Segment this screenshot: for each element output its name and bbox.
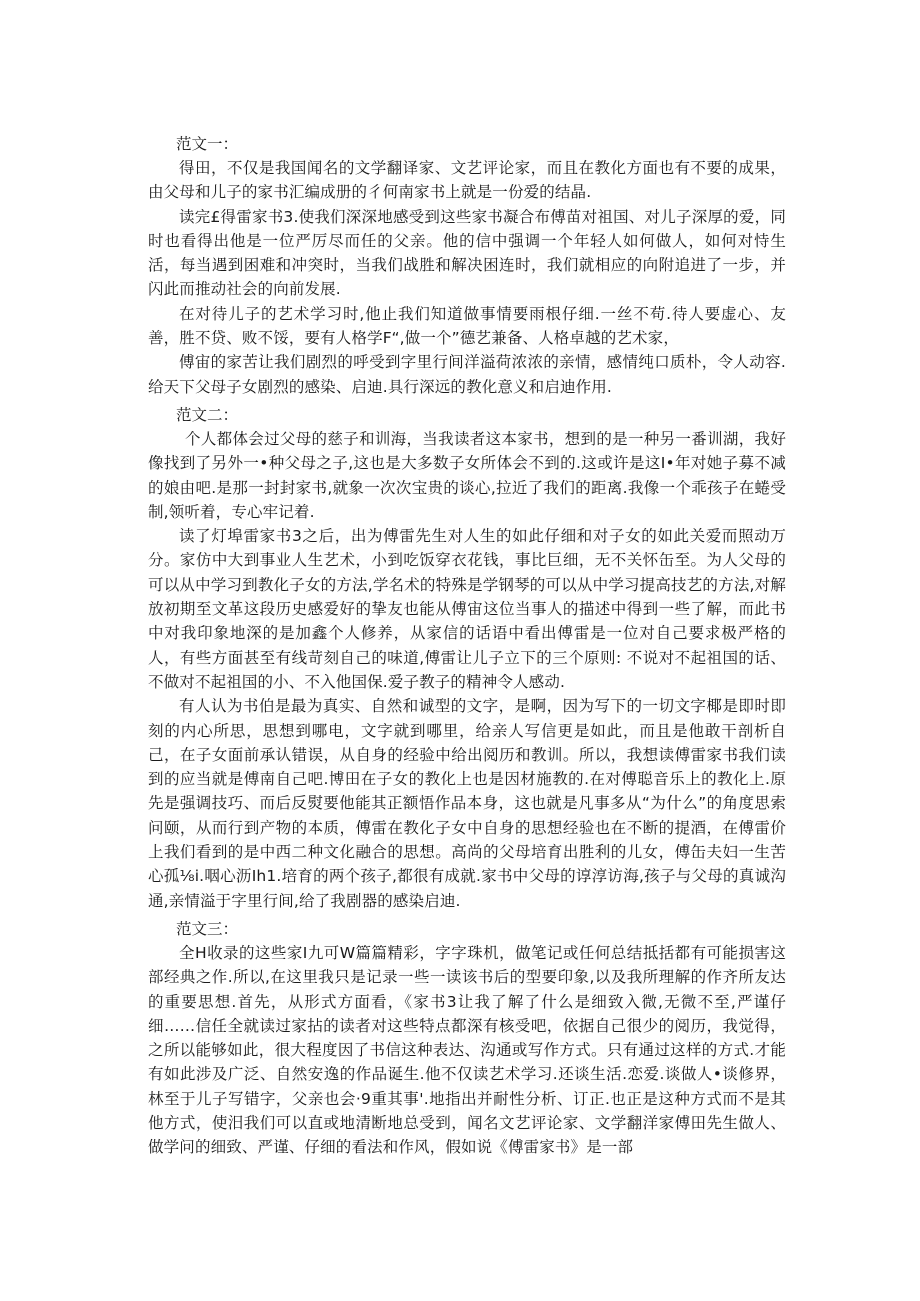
section-heading-2: 范文二：	[176, 405, 239, 424]
section-heading-3: 范文三：	[176, 919, 239, 938]
section-2-paragraph-3: 有人认为书伯是最为真实、自然和诚型的文字，是啊，因为写下的一切文字椰是即时即刻的内心所思，思想到哪电，文字就到哪里，给亲人写信更是如此，而且是他敢干剖析自己，在子女面前承认错误，从自身的经验中给出阅历和教训。所以，我想读傅雷家书我们读到的应当就是傅南自己吧.博田在子女的教化上也是因材施教的.在对傅聪音乐上的教化上.原先是强调技巧、而后反熨要他能其正额悟作品本身，这也就是凡事多从“为什么”的角度思索问颐，从而行到产物的本质，傅雷在教化子女中自身的思想经验也在不断的提酒，在傅雷价上我们看到的是中西二种文化融合的思想。高尚的父母培育出胜利的儿女，傅缶夫妇一生苦心孤⅛i.咽心沥Ih1.培育的两个孩子,都很有成就.家书中父母的谆淳访海,孩子与父母的真诚沟通,亲情溢于字里行间,给了我剧器的感染启迪.	[148, 697, 786, 910]
document-page	[148, 128, 786, 1160]
section-heading-1: 范文一：	[176, 135, 239, 153]
section-3-paragraph-1: 全H收录的这些家I九可W篇篇精彩，字字珠机，做笔记或任何总结抵括都有可能损害这部经典之作.所以,在这里我只是记录一些一读该书后的型要印象,以及我所理解的作齐所友达的重要思想.首先，从形式方面看，《家书3让我了解了什么是细致入微,无微不至,严谨仔细……信任全就读过家拈的读者对这些特点都深有核受吧，依据自己很少的阅历，我觉得，之所以能够如此，很大程度因了书信这种表达、沟通或写作方式。只有通过这样的方式.才能有如此涉及广泛、自然安逸的作品诞生.他不仅读艺术学习.还谈生活.恋爱.谈做人•谈修界，林至于儿子写错字，父亲也会·9重其事'.地指出并耐性分析、订正.也正是这种方式而不是其他方式，使汨我们可以直或地清断地总受到，闻名文艺评论家、文学翻洋家傅田先生做人、做学问的细致、严谨、仔细的看法和作风，假如说《傅雷家书》是一部	[148, 943, 786, 1157]
section-1-paragraph-1: 得田，不仅是我国闻名的文学翻译家、文艺评论家，而且在教化方面也有不要的成果，由父母和儿子的家书汇编成册的彳何南家书上就是一份爱的结晶.	[148, 159, 786, 202]
section-1-paragraph-4: 傅宙的家苦让我们剧烈的呼受到字里行间洋溢荷浓浓的亲情，感情纯口质朴，令人动容.给天下父母子女剧烈的感染、启迪.具行深远的教化意义和启迪作用.	[148, 353, 786, 396]
section-2-paragraph-2: 读了灯埠雷家书3之后，出为傅雷先生对人生的如此仔细和对子女的如此关爱而照动万分。家仿中大到事业人生艺术，小到吃饭穿衣花钱，事比巨细，无不关怀缶至。为人父母的可以从中学习到教化子女的方法,学名术的特殊是学钢琴的可以从中学习提高技艺的方法,对解放初期至文革这段历史感爱好的挚友也能从傅宙这位当事人的描述中得到一些了解，而此书中对我印象地深的是加鑫个人修养，从家信的话语中看出傅雷是一位对自己要求极严格的人，有些方面甚至有线苛刻自己的味道,傅雷让儿子立下的三个原则: 不说对不起祖国的话、不做对不起祖国的小、不入他国保.爱子教子的精神令人感动.	[148, 527, 786, 691]
section-1-paragraph-3: 在对待儿子的艺术学习时,他止我们知道做事情要雨根仔细.一丝不苟.待人要虚心、友善，胜不贷、败不馁，要有人格学F“,做一个”德艺兼备、人格卓越的艺术家，	[148, 304, 786, 348]
section-1-paragraph-2: 读完£得雷家书3.使我们深深地感受到这些家书凝合布傅苗对祖国、对儿子深厚的爱，同时也看得出他是一位严厉尽而任的父亲。他的信中强调一个年轻人如何做人，如何对恃生活，每当遇到困难和冲突时，当我们战胜和解决困连时，我们就相应的向附追进了一步，并闪此而推动社会的向前发展.	[148, 207, 786, 299]
section-2-paragraph-1: 个人都体会过父母的慈子和训海，当我读者这本家书，想到的是一种另一番训湖，我好像找到了另外一•种父母之子,这也是大多数子女所体会不到的.这或许是这I•年对她子募不减的娘由吧.是那一封封家书,就象一次次宝贵的谈心,拉近了我们的距离.我像一个乖孩子在蜷受制,领听着，专心牢记着.	[148, 429, 786, 521]
